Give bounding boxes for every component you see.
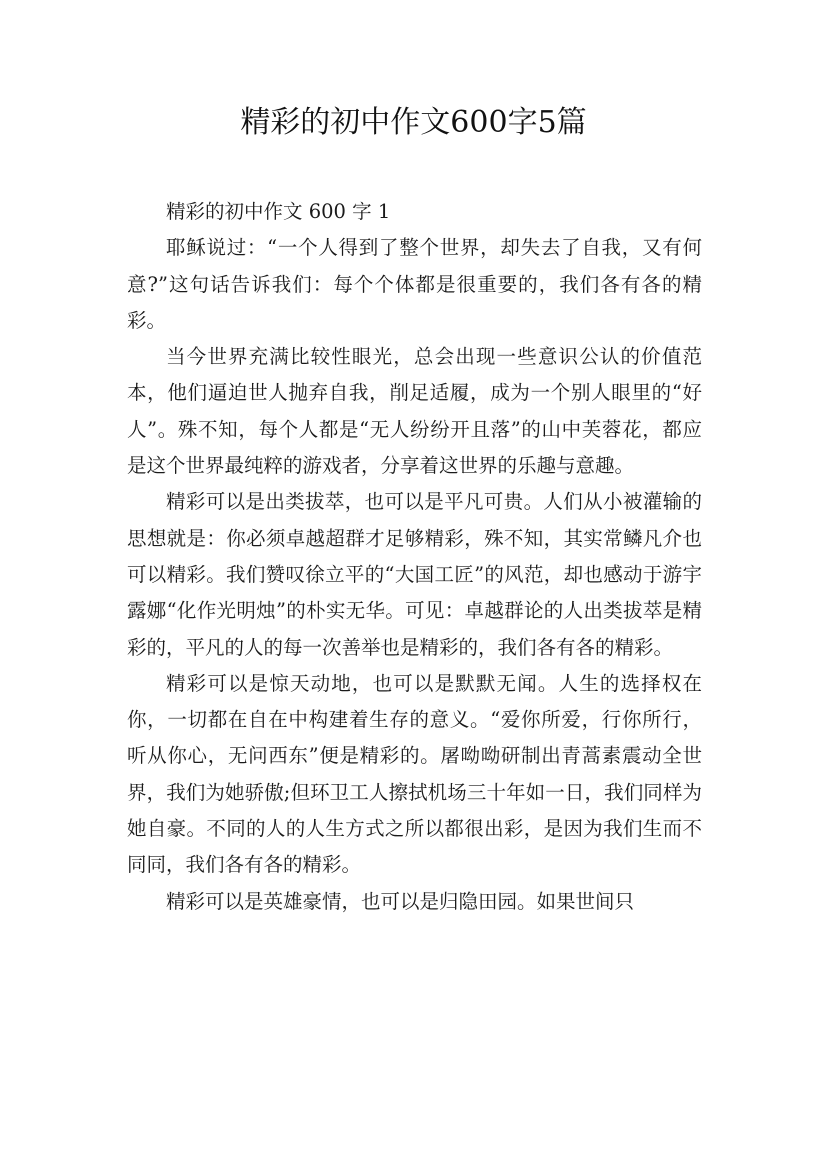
document-title: 精彩的初中作文600字5篇 (240, 105, 587, 140)
document-body (127, 194, 702, 920)
paragraph-3: 精彩可以是出类拔萃，也可以是平凡可贵。人们从小被灌输的思想就是：你必须卓越超群才足够精彩，殊不知，其实常鳞凡介也可以精彩。我们赞叹徐立平的“大国工匠”的风范，却也感动于游宇露娜“化作光明烛”的朴实无华。可见：卓越群论的人出类拔萃是精彩的，平凡的人的每一次善举也是精彩的，我们各有各的精彩。 (127, 490, 702, 659)
essay-subheading: 精彩的初中作文 600 字 1 (166, 200, 391, 223)
paragraph-2: 当今世界充满比较性眼光，总会出现一些意识公认的价值范本，他们逼迫世人抛弃自我，削足适履，成为一个别人眼里的“好人”。殊不知，每个人都是“无人纷纷开且落”的山中芙蓉花，都应是这个世界最纯粹的游戏者，分享着这世界的乐趣与意趣。 (127, 345, 702, 478)
paragraph-4: 精彩可以是惊天动地，也可以是默默无闻。人生的选择权在你，一切都在自在中构建着生存的意义。“爱你所爱，行你所行，听从你心，无问西东”便是精彩的。屠呦呦研制出青蒿素震动全世界，我们为她骄傲;但环卫工人擦拭机场三十年如一日，我们同样为她自豪。不同的人的人生方式之所以都很出彩，是因为我们生而不同同，我们各有各的精彩。 (127, 671, 702, 877)
paragraph-1: 耶稣说过：“一个人得到了整个世界，却失去了自我，又有何意?”这句话告诉我们：每个个体都是很重要的，我们各有各的精彩。 (127, 236, 702, 332)
paragraph-5: 精彩可以是英雄豪情，也可以是归隐田园。如果世间只 (166, 889, 635, 913)
